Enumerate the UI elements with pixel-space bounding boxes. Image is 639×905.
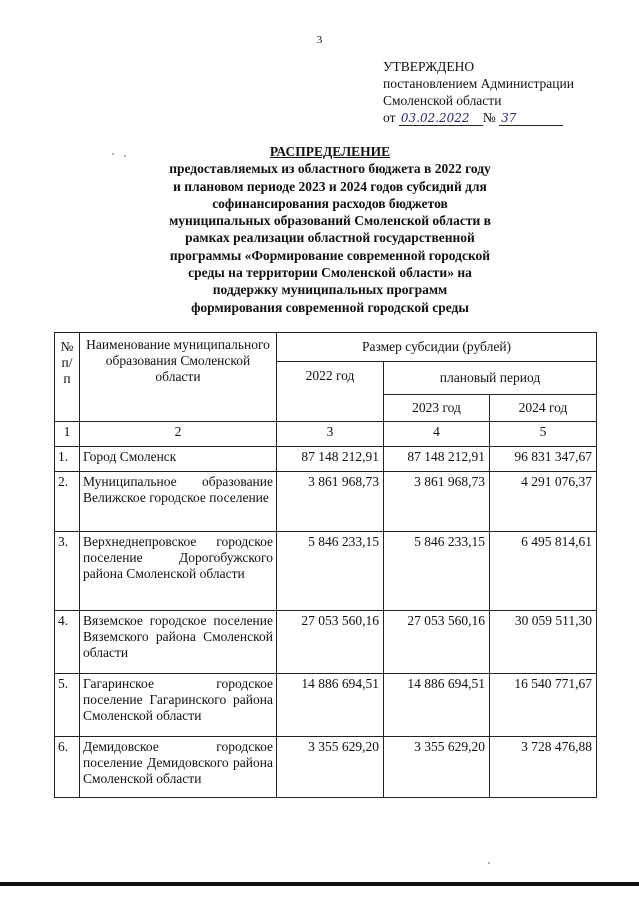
table-header-row bbox=[55, 333, 597, 362]
approval-date-line bbox=[383, 109, 633, 126]
row-value-2023: 14 886 694,51 bbox=[384, 674, 490, 737]
row-name: Муниципальное образование Велижское городское поселение bbox=[80, 472, 277, 532]
row-value-2022: 14 886 694,51 bbox=[277, 674, 384, 737]
row-no: 6. bbox=[55, 737, 80, 798]
scan-speck bbox=[124, 155, 126, 157]
row-name: Гагаринское городское поселение Гагаринского района Смоленской области bbox=[80, 674, 277, 737]
row-value-2023: 3 861 968,73 bbox=[384, 472, 490, 532]
table-row bbox=[55, 611, 597, 674]
row-value-2023: 3 355 629,20 bbox=[384, 737, 490, 798]
row-value-2022: 27 053 560,16 bbox=[277, 611, 384, 674]
approval-stamp bbox=[383, 58, 633, 126]
title-line: софинансирования расходов бюджетов bbox=[212, 195, 448, 211]
scan-speck bbox=[112, 153, 114, 155]
row-no: 4. bbox=[55, 611, 80, 674]
row-no: 1. bbox=[55, 447, 80, 472]
table-row bbox=[55, 532, 597, 611]
title-line: и плановом периоде 2023 и 2024 годов субсидий для bbox=[173, 178, 487, 194]
bottom-scan-edge bbox=[0, 882, 639, 886]
column-numbers-row bbox=[55, 422, 597, 447]
row-name: Верхнеднепровское городское поселение Дорогобужского района Смоленской области bbox=[80, 532, 277, 611]
col-number: 1 bbox=[55, 422, 80, 447]
row-value-2022: 87 148 212,91 bbox=[277, 447, 384, 472]
row-name: Вяземское городское поселение Вяземского района Смоленской области bbox=[80, 611, 277, 674]
header-planned: плановый период bbox=[384, 362, 597, 395]
number-sign: № bbox=[482, 110, 496, 125]
row-value-2022: 3 355 629,20 bbox=[277, 737, 384, 798]
header-2024: 2024 год bbox=[490, 395, 597, 422]
header-2022: 2022 год bbox=[277, 362, 384, 422]
col-number: 4 bbox=[384, 422, 490, 447]
row-value-2024: 16 540 771,67 bbox=[490, 674, 597, 737]
row-value-2024: 30 059 511,30 bbox=[490, 611, 597, 674]
title-line: программы «Формирование современной городской bbox=[169, 247, 491, 263]
row-no: 5. bbox=[55, 674, 80, 737]
date-prefix: от bbox=[383, 110, 396, 125]
row-value-2023: 87 148 212,91 bbox=[384, 447, 490, 472]
approval-title: УТВЕРЖДЕНО bbox=[383, 59, 475, 74]
approval-line-region: Смоленской области bbox=[383, 93, 502, 108]
row-value-2023: 27 053 560,16 bbox=[384, 611, 490, 674]
header-no: № п/п bbox=[55, 333, 80, 422]
table-row bbox=[55, 737, 597, 798]
row-value-2024: 6 495 814,61 bbox=[490, 532, 597, 611]
row-value-2022: 3 861 968,73 bbox=[277, 472, 384, 532]
col-number: 5 bbox=[490, 422, 597, 447]
row-value-2024: 3 728 476,88 bbox=[490, 737, 597, 798]
handwritten-date: 03.02.2022 bbox=[399, 111, 483, 126]
row-no: 2. bbox=[55, 472, 80, 532]
row-value-2024: 96 831 347,67 bbox=[490, 447, 597, 472]
scan-speck bbox=[488, 862, 490, 864]
subsidy-table bbox=[54, 332, 597, 798]
handwritten-number: 37 bbox=[499, 111, 563, 126]
header-2023: 2023 год bbox=[384, 395, 490, 422]
row-value-2024: 4 291 076,37 bbox=[490, 472, 597, 532]
row-value-2023: 5 846 233,15 bbox=[384, 532, 490, 611]
row-name: Демидовское городское поселение Демидовского района Смоленской области bbox=[80, 737, 277, 798]
title-main: РАСПРЕДЕЛЕНИЕ bbox=[269, 144, 391, 159]
header-amount: Размер субсидии (рублей) bbox=[277, 333, 597, 362]
header-name: Наименование муниципального образования Смоленской области bbox=[80, 333, 277, 422]
title-line: среды на территории Смоленской области» на bbox=[188, 265, 472, 281]
table-row bbox=[55, 674, 597, 737]
col-number: 2 bbox=[80, 422, 277, 447]
document-title bbox=[120, 143, 540, 316]
title-line: поддержку муниципальных программ bbox=[212, 282, 448, 298]
title-line: предоставляемых из областного бюджета в 2022 году bbox=[169, 161, 491, 177]
title-line: рамках реализации областной государственной bbox=[185, 230, 475, 246]
title-line: формирования современной городской среды bbox=[191, 299, 469, 315]
approval-line-decree: постановлением Администрации bbox=[383, 76, 574, 91]
title-line: муниципальных образований Смоленской области в bbox=[169, 213, 491, 229]
col-number: 3 bbox=[277, 422, 384, 447]
page-number: 3 bbox=[316, 34, 323, 46]
row-no: 3. bbox=[55, 532, 80, 611]
table-row bbox=[55, 447, 597, 472]
table-row bbox=[55, 472, 597, 532]
row-value-2022: 5 846 233,15 bbox=[277, 532, 384, 611]
row-name: Город Смоленск bbox=[80, 447, 277, 472]
